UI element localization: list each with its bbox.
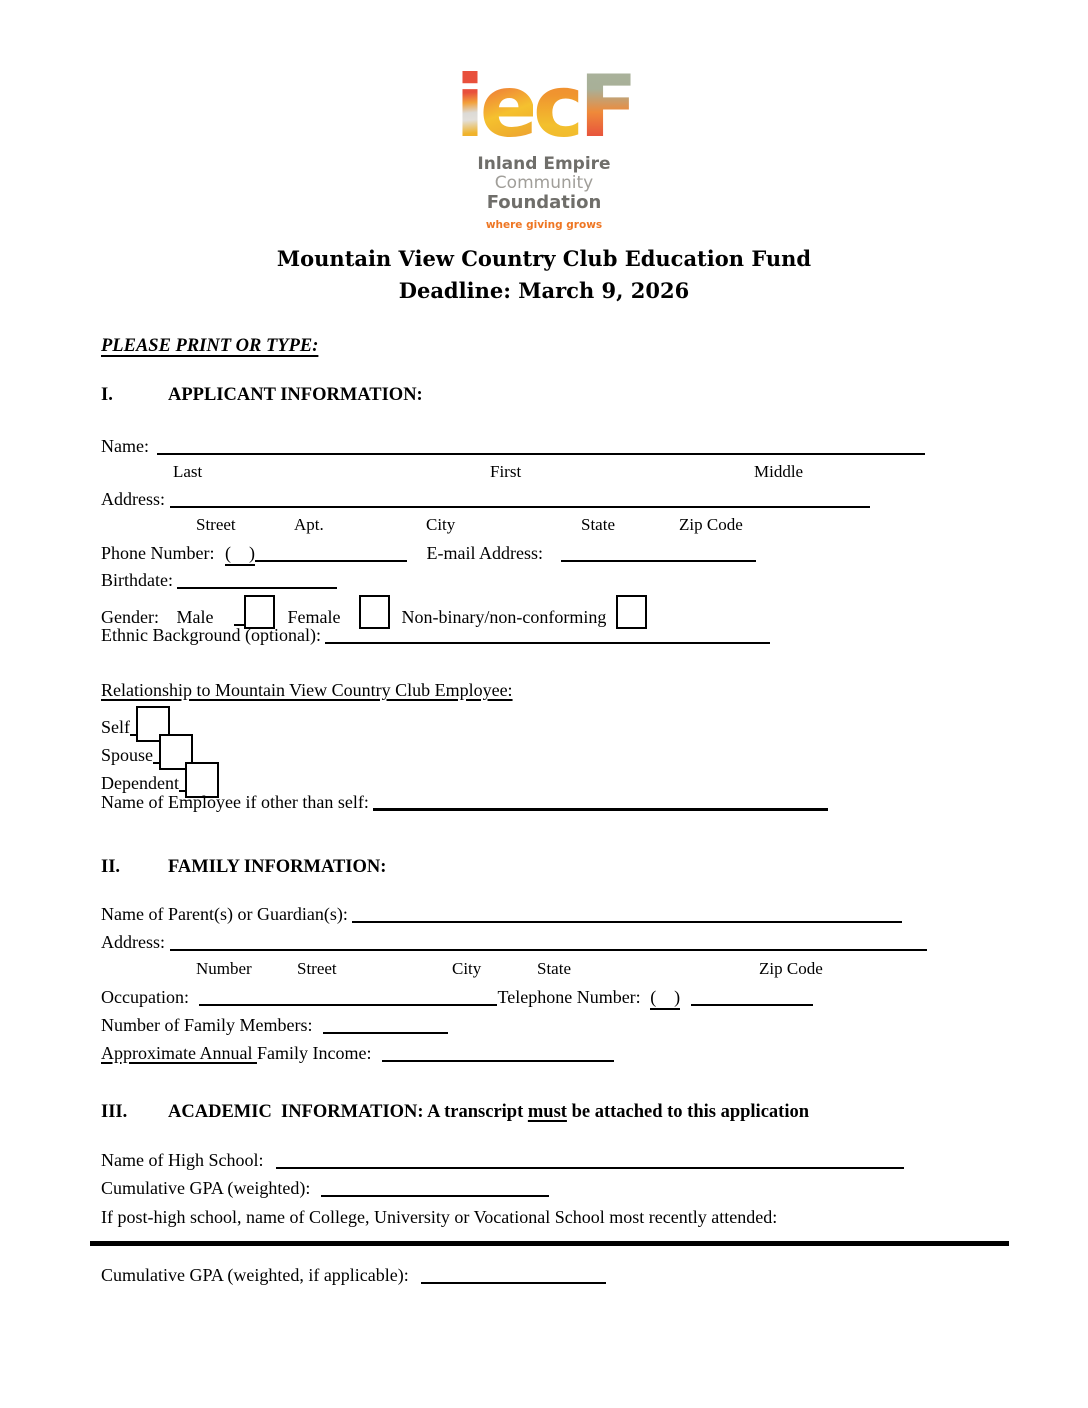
family-zip-sublabel: Zip Code bbox=[759, 959, 823, 978]
occupation-label: Occupation: bbox=[101, 987, 189, 1007]
gender-label: Gender: bbox=[101, 607, 159, 627]
section-academic-heading bbox=[101, 1099, 809, 1124]
phone-email-row bbox=[101, 541, 756, 566]
family-income-row bbox=[101, 1041, 614, 1065]
name-first-sublabel: First bbox=[490, 462, 522, 481]
logo-letter-i: i bbox=[455, 57, 480, 157]
family-members-row bbox=[101, 1013, 448, 1037]
section-academic-numeral: III. bbox=[101, 1102, 128, 1122]
name-input-line[interactable] bbox=[157, 435, 925, 455]
iecf-logo-wordmark bbox=[0, 57, 1088, 157]
high-school-label: Name of High School: bbox=[101, 1150, 264, 1170]
telephone-area-code-field[interactable]: ( ) bbox=[650, 987, 680, 1010]
form-title-line1: Mountain View Country Club Education Fund bbox=[276, 246, 812, 271]
form-title bbox=[0, 243, 1088, 307]
parent-guardian-row bbox=[101, 902, 902, 926]
logo-letter-f: F bbox=[579, 57, 633, 157]
gpa-weighted-label: Cumulative GPA (weighted): bbox=[101, 1178, 311, 1198]
gpa-weighted-input-line[interactable] bbox=[321, 1177, 549, 1197]
telephone-input-line[interactable] bbox=[691, 986, 813, 1006]
email-label: E-mail Address: bbox=[426, 543, 543, 563]
family-state-sublabel: State bbox=[537, 959, 571, 978]
relationship-heading: Relationship to Mountain View Country Club Employee: bbox=[101, 680, 513, 700]
ethnic-background-input-line[interactable] bbox=[325, 624, 770, 644]
parent-guardian-input-line[interactable] bbox=[352, 903, 902, 923]
section-applicant-heading bbox=[101, 382, 423, 407]
section-family-heading bbox=[101, 854, 386, 879]
employee-name-row bbox=[101, 790, 828, 814]
gender-nonbinary-label: Non-binary/non-conforming bbox=[401, 607, 607, 627]
section-applicant-numeral: I. bbox=[101, 385, 113, 405]
college-question-row bbox=[101, 1205, 777, 1229]
income-label-underlined: Approximate Annual bbox=[101, 1043, 257, 1063]
family-income-input-line[interactable] bbox=[382, 1042, 614, 1062]
section-academic-title-post: be attached to this application bbox=[566, 1102, 809, 1122]
iecf-logo bbox=[0, 57, 1088, 235]
name-label: Name: bbox=[101, 436, 149, 456]
email-input-line[interactable] bbox=[561, 542, 756, 562]
address-street-sublabel: Street bbox=[196, 515, 236, 534]
address-label: Address: bbox=[101, 489, 165, 509]
family-number-sublabel: Number bbox=[196, 959, 252, 978]
address-row bbox=[101, 487, 870, 511]
family-street-sublabel: Street bbox=[297, 959, 337, 978]
birthdate-label: Birthdate: bbox=[101, 570, 173, 590]
family-city-sublabel: City bbox=[452, 959, 482, 978]
income-label-rest: Family Income: bbox=[256, 1043, 372, 1063]
occupation-input-line[interactable] bbox=[199, 986, 497, 1006]
birthdate-input-line[interactable] bbox=[177, 569, 337, 589]
logo-org-line2: Community bbox=[494, 173, 594, 194]
address-apt-sublabel: Apt. bbox=[294, 515, 324, 534]
high-school-input-line[interactable] bbox=[276, 1149, 904, 1169]
family-address-input-line[interactable] bbox=[170, 931, 927, 951]
logo-tagline: where giving grows bbox=[485, 219, 603, 232]
family-members-input-line[interactable] bbox=[323, 1014, 448, 1034]
gpa-applicable-input-line[interactable] bbox=[421, 1264, 606, 1284]
section-applicant-title: APPLICANT INFORMATION: bbox=[168, 385, 423, 405]
address-input-line[interactable] bbox=[170, 488, 870, 508]
gpa-weighted-row bbox=[101, 1176, 549, 1200]
parent-guardian-label: Name of Parent(s) or Guardian(s): bbox=[101, 904, 348, 924]
section-academic-title-pre: ACADEMIC INFORMATION: A transcript bbox=[168, 1102, 528, 1122]
phone-area-code-field[interactable]: ( ) bbox=[225, 543, 255, 566]
family-address-label: Address: bbox=[101, 932, 165, 952]
family-members-label: Number of Family Members: bbox=[101, 1015, 313, 1035]
college-question-label: If post-high school, name of College, University or Vocational School most recently attended: bbox=[101, 1207, 778, 1227]
employee-name-label: Name of Employee if other than self: bbox=[101, 792, 369, 812]
phone-input-line[interactable] bbox=[255, 542, 407, 562]
relationship-dependent-label: Dependent bbox=[101, 773, 179, 793]
phone-label: Phone Number: bbox=[101, 543, 215, 563]
relationship-self-label: Self bbox=[101, 717, 130, 737]
form-deadline: Deadline: March 9, 2026 bbox=[398, 278, 690, 303]
gender-female-label: Female bbox=[287, 607, 341, 627]
address-zip-sublabel: Zip Code bbox=[679, 515, 743, 534]
print-or-type-instruction: PLEASE PRINT OR TYPE: bbox=[101, 336, 319, 356]
address-state-sublabel: State bbox=[581, 515, 615, 534]
section-family-numeral: II. bbox=[101, 857, 121, 877]
employee-name-input-line[interactable] bbox=[373, 790, 828, 811]
college-input-line[interactable] bbox=[90, 1241, 1009, 1246]
high-school-row bbox=[101, 1148, 904, 1172]
section-academic-title-must: must bbox=[527, 1102, 567, 1122]
relationship-heading-row bbox=[101, 678, 513, 702]
gpa-applicable-label: Cumulative GPA (weighted, if applicable): bbox=[101, 1265, 409, 1285]
gpa-applicable-row bbox=[101, 1263, 606, 1287]
occupation-row bbox=[101, 985, 813, 1010]
name-last-sublabel: Last bbox=[173, 462, 203, 481]
logo-letter-e: e bbox=[479, 57, 534, 157]
name-row bbox=[101, 434, 925, 458]
telephone-label: Telephone Number: bbox=[497, 987, 641, 1007]
logo-letter-c: c bbox=[533, 57, 580, 157]
logo-org-line3: Foundation bbox=[486, 192, 602, 214]
ethnic-background-row bbox=[101, 623, 770, 647]
family-address-row bbox=[101, 930, 927, 954]
ethnic-background-label: Ethnic Background (optional): bbox=[101, 625, 321, 645]
birthdate-row bbox=[101, 568, 337, 592]
section-family-title: FAMILY INFORMATION: bbox=[168, 857, 387, 877]
relationship-spouse-label: Spouse bbox=[101, 745, 154, 765]
name-middle-sublabel: Middle bbox=[754, 462, 804, 481]
logo-org-line1: Inland Empire bbox=[477, 154, 611, 175]
gender-male-label: Male bbox=[176, 607, 214, 627]
address-city-sublabel: City bbox=[426, 515, 456, 534]
